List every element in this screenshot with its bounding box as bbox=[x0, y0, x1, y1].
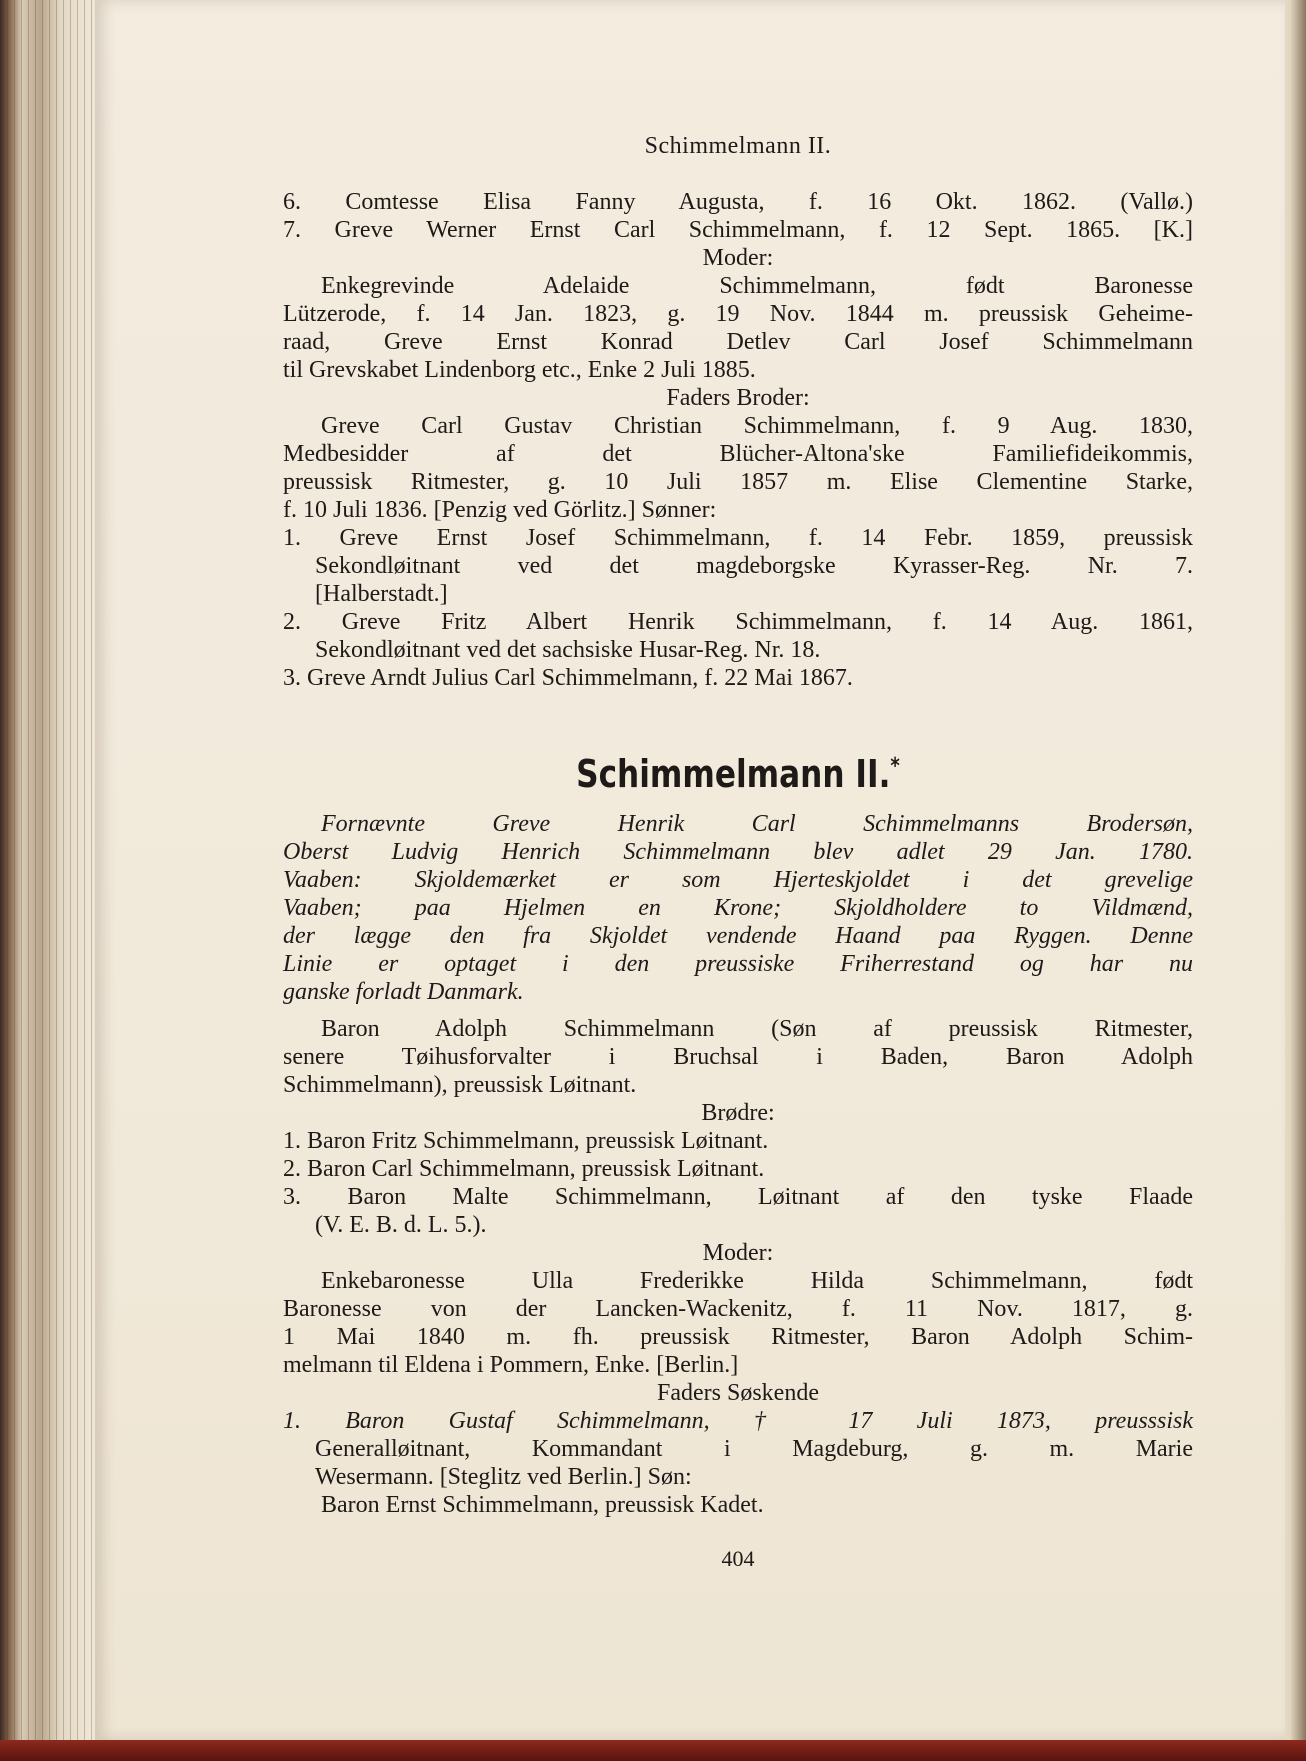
text-line: 1 Mai 1840 m. fh. preussisk Ritmester, Baron Adolph Schim- bbox=[283, 1324, 1193, 1350]
text-line: Moder: bbox=[702, 1240, 774, 1266]
text-line: til Grevskabet Lindenborg etc., Enke 2 Juli 1885. bbox=[283, 357, 756, 383]
intro-paragraph bbox=[283, 810, 1193, 1006]
genealogy-section-2 bbox=[283, 1015, 1193, 1519]
text-line: Oberst Ludvig Henrich Schimmelmann blev adlet 29 Jan. 1780. bbox=[283, 839, 1193, 865]
book-cover-edge bbox=[0, 1740, 1306, 1761]
text-line: [Halberstadt.] bbox=[315, 581, 448, 607]
text-line: 2. Greve Fritz Albert Henrik Schimmelmann, f. 14 Aug. 1861, bbox=[283, 609, 1193, 635]
text-line: (V. E. B. d. L. 5.). bbox=[315, 1212, 487, 1238]
text-line: der lægge den fra Skjoldet vendende Haand paa Ryggen. Denne bbox=[283, 923, 1193, 949]
text-line: Generalløitnant, Kommandant i Magdeburg, g. m. Marie bbox=[315, 1436, 1193, 1462]
text-line: 6. Comtesse Elisa Fanny Augusta, f. 16 Okt. 1862. (Vallø.) bbox=[283, 189, 1193, 215]
text-line: preussisk Ritmester, g. 10 Juli 1857 m. Elise Clementine Starke, bbox=[283, 469, 1193, 495]
text-line: f. 10 Juli 1836. [Penzig ved Görlitz.] Sønner: bbox=[283, 497, 717, 523]
text-line: senere Tøihusforvalter i Bruchsal i Baden, Baron Adolph bbox=[283, 1044, 1193, 1070]
text-line: Vaaben; paa Hjelmen en Krone; Skjoldholdere to Vildmænd, bbox=[283, 895, 1193, 921]
text-line: 1. Baron Fritz Schimmelmann, preussisk Løitnant. bbox=[283, 1128, 769, 1154]
text-line: Medbesidder af det Blücher-Altona'ske Familiefideikommis, bbox=[283, 441, 1193, 467]
text-line: Faders Broder: bbox=[666, 385, 810, 411]
text-line: Schimmelmann), preussisk Løitnant. bbox=[283, 1072, 637, 1098]
text-line: 1. Greve Ernst Josef Schimmelmann, f. 14 Febr. 1859, preussisk bbox=[283, 525, 1193, 551]
text-line: Brødre: bbox=[701, 1100, 775, 1126]
text-line: Faders Søskende bbox=[657, 1380, 819, 1406]
text-line: Wesermann. [Steglitz ved Berlin.] Søn: bbox=[315, 1464, 692, 1490]
text-line: Moder: bbox=[702, 245, 774, 271]
text-line: 3. Greve Arndt Julius Carl Schimmelmann, f. 22 Mai 1867. bbox=[283, 665, 853, 691]
heading-footnote-mark: * bbox=[890, 754, 900, 779]
text-line: Enkegrevinde Adelaide Schimmelmann, født Baronesse bbox=[321, 273, 1193, 299]
text-line: Sekondløitnant ved det magdeborgske Kyrasser-Reg. Nr. 7. bbox=[315, 553, 1193, 579]
text-line: Enkebaronesse Ulla Frederikke Hilda Schimmelmann, født bbox=[321, 1268, 1193, 1294]
text-line: 7. Greve Werner Ernst Carl Schimmelmann, f. 12 Sept. 1865. [K.] bbox=[283, 217, 1193, 243]
text-line: Fornævnte Greve Henrik Carl Schimmelmanns Brodersøn, bbox=[321, 811, 1193, 837]
page-number: 404 bbox=[721, 1546, 755, 1571]
text-line: Baron Ernst Schimmelmann, preussisk Kadet. bbox=[321, 1492, 764, 1518]
text-line: Sekondløitnant ved det sachsiske Husar-Reg. Nr. 18. bbox=[315, 637, 821, 663]
text-line: melmann til Eldena i Pommern, Enke. [Berlin.] bbox=[283, 1352, 739, 1378]
section-heading bbox=[365, 745, 1111, 796]
heading-text: Schimmelmann II. bbox=[576, 752, 891, 796]
text-line: Linie er optaget i den preussiske Friherrestand og har nu bbox=[283, 951, 1193, 977]
running-head: Schimmelmann II. bbox=[644, 133, 832, 159]
text-line: Lützerode, f. 14 Jan. 1823, g. 19 Nov. 1844 m. preussisk Geheime- bbox=[283, 301, 1193, 327]
text-line: Baron Adolph Schimmelmann (Søn af preussisk Ritmester, bbox=[321, 1016, 1193, 1042]
text-line: raad, Greve Ernst Konrad Detlev Carl Josef Schimmelmann bbox=[283, 329, 1193, 355]
text-line: Vaaben: Skjoldemærket er som Hjerteskjoldet i det grevelige bbox=[283, 867, 1193, 893]
text-line: ganske forladt Danmark. bbox=[283, 979, 524, 1005]
text-line: Greve Carl Gustav Christian Schimmelmann, f. 9 Aug. 1830, bbox=[321, 413, 1193, 439]
genealogy-section-1 bbox=[283, 188, 1193, 692]
text-line: 3. Baron Malte Schimmelmann, Løitnant af den tyske Flaade bbox=[283, 1184, 1193, 1210]
text-line: 2. Baron Carl Schimmelmann, preussisk Løitnant. bbox=[283, 1156, 765, 1182]
text-line: 1. Baron Gustaf Schimmelmann, † 17 Juli 1873, preusssisk bbox=[283, 1408, 1193, 1434]
page-edges bbox=[0, 0, 95, 1740]
text-line: Baronesse von der Lancken-Wackenitz, f. 11 Nov. 1817, g. bbox=[283, 1296, 1193, 1322]
